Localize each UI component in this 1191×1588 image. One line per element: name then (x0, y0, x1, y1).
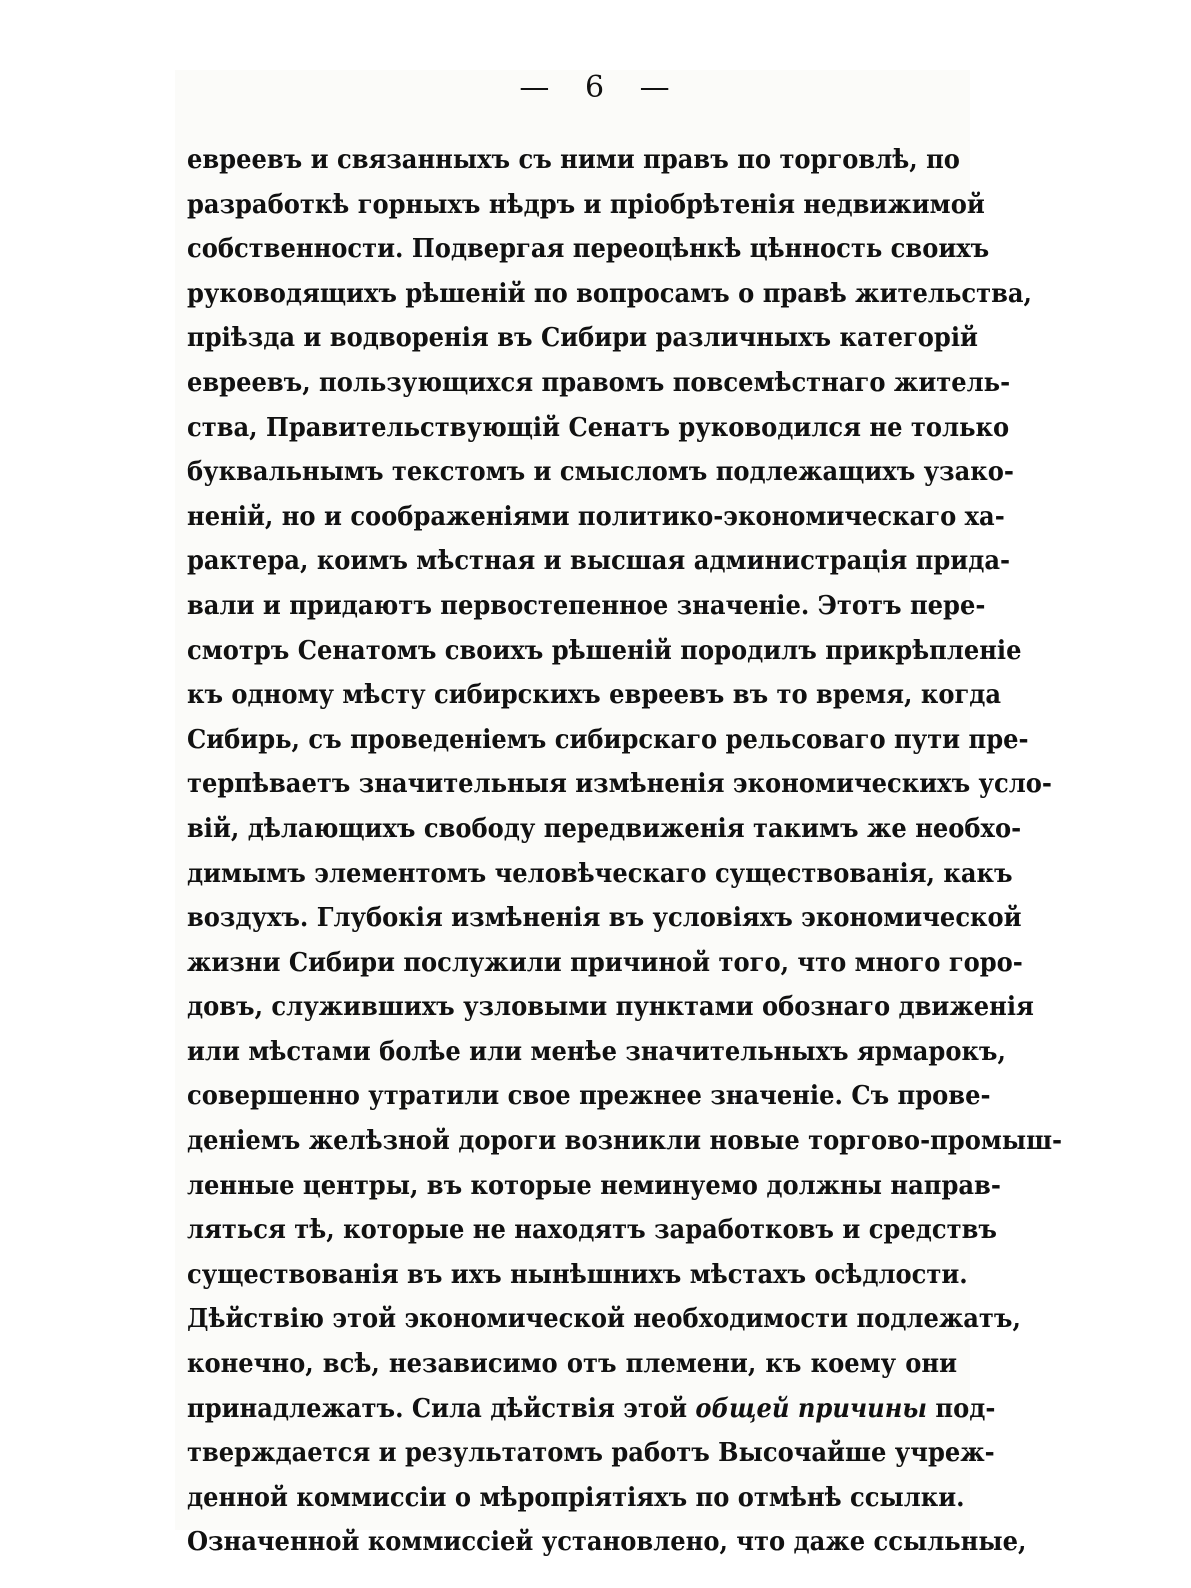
text-fragment: принадлежатъ. Сила дѣйствія этой (187, 1393, 696, 1424)
text-line: къ одному мѣсту сибирскихъ евреевъ въ то время, когда (187, 680, 1002, 711)
text-line: жизни Сибири послужили причиной того, что много горо- (187, 947, 1023, 978)
text-line: довъ, служившихъ узловыми пунктами обознаго движенія (187, 992, 1034, 1023)
text-line: денной коммиссіи о мѣропріятіяхъ по отмѣнѣ ссылки. (187, 1482, 965, 1513)
text-line: димымъ элементомъ человѣческаго существованія, какъ (187, 858, 1013, 889)
text-line: ляться тѣ, которые не находятъ заработковъ и средствъ (187, 1215, 997, 1246)
text-line: существованія въ ихъ нынѣшнихъ мѣстахъ осѣдлости. (187, 1259, 968, 1290)
text-line: смотръ Сенатомъ своихъ рѣшеній породилъ прикрѣпленіе (187, 635, 1022, 666)
text-line: евреевъ и связанныхъ съ ними правъ по торговлѣ, по (187, 145, 960, 175)
text-line: Сибирь, съ проведеніемъ сибирскаго рельсоваго пути пре- (187, 724, 1029, 755)
text-line: Означенной коммиссіей установлено, что даже ссыльные, (187, 1527, 1027, 1558)
text-line: тверждается и результатомъ работъ Высочайше учреж- (187, 1438, 995, 1469)
text-line: или мѣстами болѣе или менѣе значительныхъ ярмарокъ, (187, 1036, 1006, 1067)
text-line: ства, Правительствующій Сенатъ руководился не только (187, 412, 1010, 443)
text-line: буквальнымъ текстомъ и смысломъ подлежащихъ узако- (187, 457, 1014, 488)
text-line: вали и придаютъ первостепенное значеніе. Этотъ пере- (187, 590, 986, 621)
text-line: пріѣзда и водворенія въ Сибири различныхъ категорій (187, 323, 978, 354)
text-line: разработкѣ горныхъ нѣдръ и пріобрѣтенія недвижимой (187, 189, 985, 220)
page-header (0, 70, 1191, 105)
page-number: 6 (584, 70, 607, 105)
header-dash-left: — (519, 70, 552, 105)
text-line-with-emphasis (187, 1387, 996, 1432)
text-line: евреевъ, пользующихся правомъ повсемѣстнаго житель- (187, 367, 1011, 398)
text-line: неній, но и соображеніями политико-экономическаго ха- (187, 501, 1005, 532)
text-line: собственности. Подвергая переоцѣнкѣ цѣнность своихъ (187, 234, 990, 265)
text-line: вій, дѣлающихъ свободу передвиженія такимъ же необхо- (187, 813, 1022, 844)
text-line: деніемъ желѣзной дороги возникли новые торгово-промыш- (187, 1126, 1063, 1157)
text-line: совершенно утратили свое прежнее значеніе. Съ прове- (187, 1081, 991, 1112)
text-line: воздухъ. Глубокія измѣненія въ условіяхъ экономической (187, 903, 1022, 934)
text-line: терпѣваетъ значительныя измѣненія экономическихъ усло- (187, 769, 1052, 800)
text-line: руководящихъ рѣшеній по вопросамъ о правѣ жительства, (187, 278, 1032, 309)
emphasized-phrase: общей причины (695, 1393, 928, 1424)
text-line: конечно, всѣ, независимо отъ племени, къ коему они (187, 1349, 958, 1380)
body-text (187, 138, 1063, 1565)
text-fragment: под- (927, 1393, 996, 1424)
text-line: ленные центры, въ которые неминуемо должны направ- (187, 1170, 1001, 1201)
header-dash-right: — (639, 70, 672, 105)
text-line: рактера, коимъ мѣстная и высшая администрація прида- (187, 546, 1011, 577)
text-line: Дѣйствію этой экономической необходимости подлежатъ, (187, 1304, 1021, 1335)
